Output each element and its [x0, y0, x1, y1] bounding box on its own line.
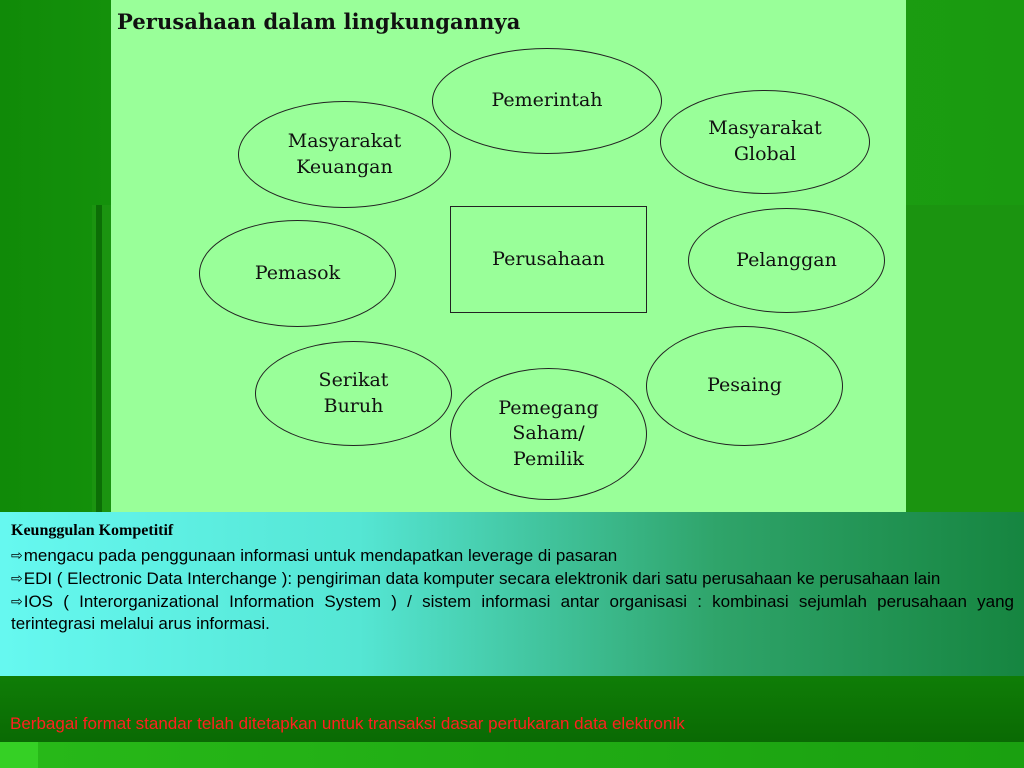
- bullet-item: [11, 544, 1014, 567]
- bullet-item: [11, 567, 1014, 590]
- node-label: Masyarakat Keuangan: [287, 129, 402, 178]
- background-strip-line: [96, 205, 102, 515]
- node-pesaing: [646, 326, 843, 446]
- diagram-title: Perusahaan dalam lingkungannya: [117, 9, 521, 34]
- bottom-bar-accent: [0, 742, 38, 768]
- arrow-right-outline-icon: ⇨: [11, 547, 23, 563]
- competitive-advantage-panel: [0, 512, 1024, 676]
- node-label: Pemerintah: [491, 89, 603, 112]
- node-pemerintah: [432, 48, 662, 154]
- bullet-text: mengacu pada penggunaan informasi untuk mendapatkan leverage di pasaran: [23, 546, 618, 565]
- node-label: Perusahaan: [492, 247, 605, 270]
- node-pelanggan: [688, 208, 885, 313]
- footer-note: Berbagai format standar telah ditetapkan untuk transaksi dasar pertukaran data elektronik: [10, 714, 685, 733]
- node-label: Pelanggan: [736, 248, 837, 271]
- arrow-right-outline-icon: ⇨: [11, 593, 23, 609]
- panel-heading: Keunggulan Kompetitif: [11, 522, 174, 539]
- bullet-text: EDI ( Electronic Data Interchange ): pengiriman data komputer secara elektronik dari satu perusahaan ke perusahaan lain: [23, 569, 941, 588]
- node-label: Serikat Buruh: [318, 368, 389, 417]
- node-pemegang-saham: [450, 368, 647, 500]
- node-label: Pemegang Saham/ Pemilik: [498, 396, 599, 470]
- arrow-right-outline-icon: ⇨: [11, 570, 23, 586]
- bullet-item: [11, 590, 1014, 635]
- node-masyarakat-keuangan: [238, 101, 451, 208]
- bullet-text: IOS ( Interorganizational Information System ) / sistem informasi antar organisasi : kombinasi sejumlah perusahaan yang terintegrasi melalui arus informasi.: [11, 592, 1014, 633]
- node-label: Pemasok: [254, 261, 341, 284]
- node-label: Pesaing: [707, 374, 782, 397]
- bottom-bar: [0, 742, 1024, 768]
- node-serikat-buruh: [255, 341, 452, 446]
- node-masyarakat-global: [660, 90, 870, 194]
- node-pemasok: [199, 220, 396, 327]
- node-perusahaan-center: [450, 206, 647, 313]
- environment-diagram: [111, 0, 906, 512]
- node-label: Masyarakat Global: [708, 117, 822, 165]
